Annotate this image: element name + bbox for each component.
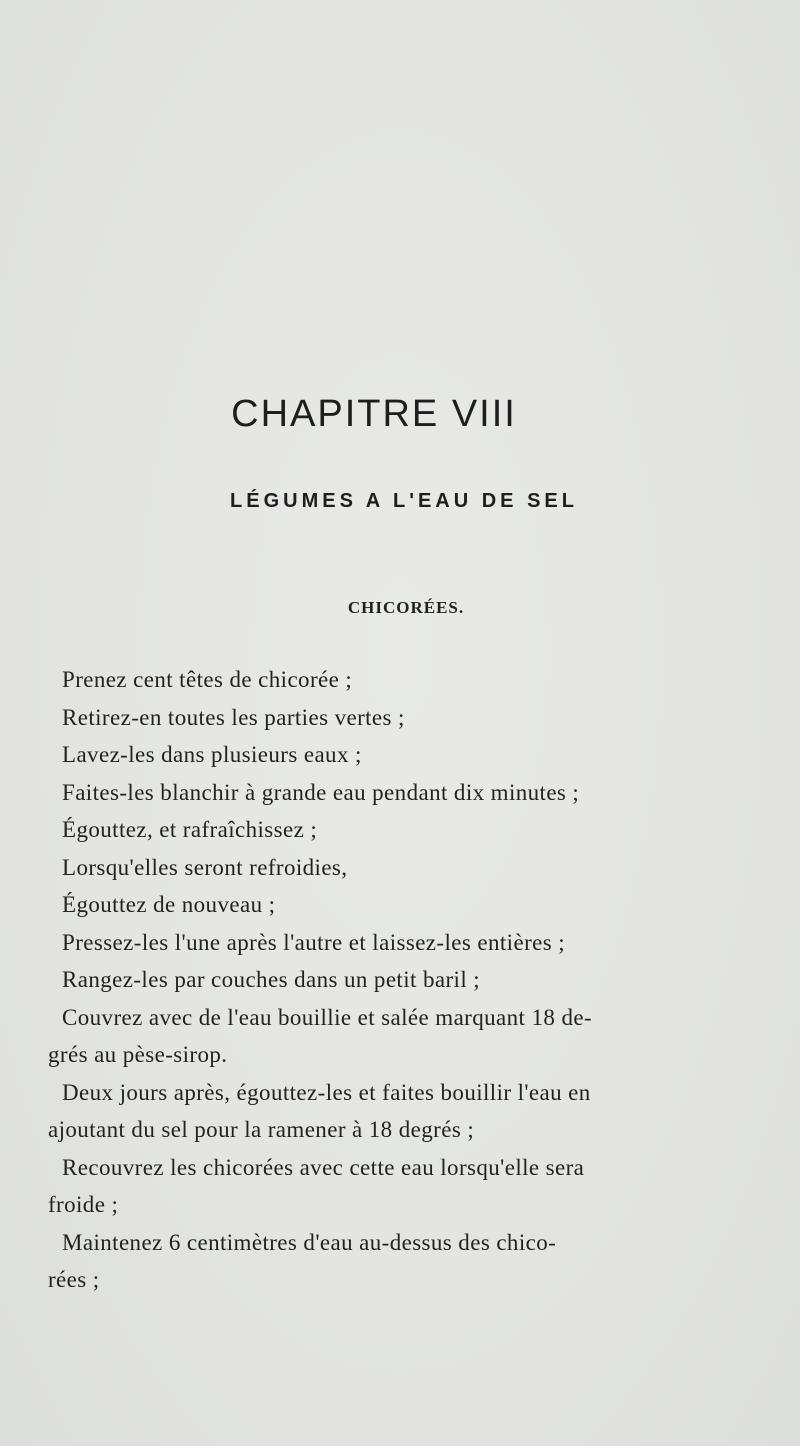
text-line: froide ;	[48, 1192, 119, 1217]
text-line: rées ;	[48, 1267, 100, 1292]
text-line: Lavez-les dans plusieurs eaux ;	[62, 742, 362, 767]
chapter-title: CHAPITRE VIII	[231, 393, 517, 435]
text-line: Prenez cent têtes de chicorée ;	[62, 667, 353, 692]
text-line: Recouvrez les chicorées avec cette eau lorsqu'elle sera	[62, 1154, 585, 1180]
text-line: grés au pèse-sirop.	[48, 1042, 228, 1067]
text-line: Rangez-les par couches dans un petit baril ;	[62, 967, 481, 992]
text-line: Maintenez 6 centimètres d'eau au-dessus des chico-	[62, 1229, 557, 1255]
text-line: Retirez-en toutes les parties vertes ;	[62, 704, 405, 730]
body-text	[48, 661, 718, 1299]
text-line: Égouttez, et rafraîchissez ;	[62, 817, 318, 842]
subsection-title: CHICORÉES.	[347, 598, 465, 617]
section-title: LÉGUMES A L'EAU DE SEL	[230, 490, 578, 512]
text-line: Faites-les blanchir à grande eau pendant dix minutes ;	[62, 779, 580, 805]
text-line: Deux jours après, égouttez-les et faites bouillir l'eau en	[62, 1079, 591, 1105]
text-line: Couvrez avec de l'eau bouillie et salée marquant 18 de-	[62, 1004, 593, 1030]
text-line: Égouttez de nouveau ;	[62, 892, 276, 917]
text-line: Lorsqu'elles seront refroidies,	[62, 854, 348, 880]
text-line: Pressez-les l'une après l'autre et laissez-les entières ;	[62, 929, 566, 955]
text-line: ajoutant du sel pour la ramener à 18 degrés ;	[48, 1117, 475, 1142]
